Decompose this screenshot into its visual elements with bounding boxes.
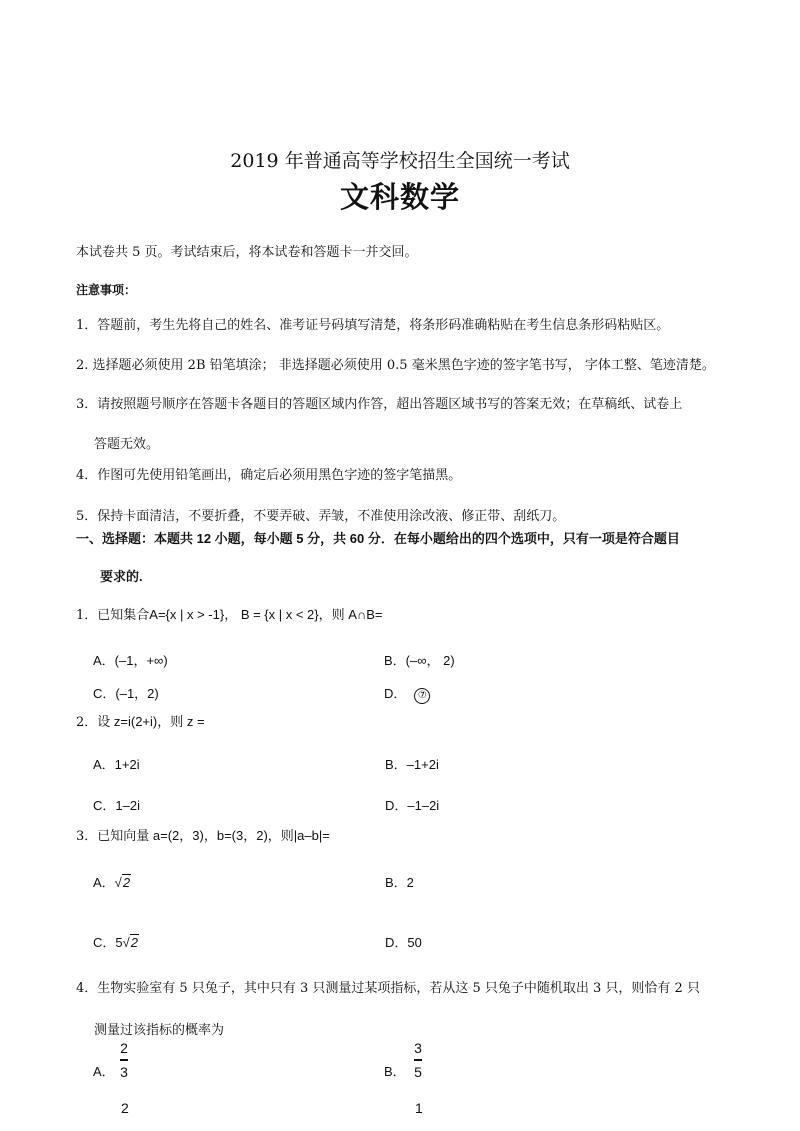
fraction-bar — [120, 1059, 128, 1061]
q1-option-d — [384, 683, 430, 704]
question-2 — [76, 711, 205, 730]
q1-option-d-label: D． — [384, 686, 407, 701]
subject-title: 文科数学 — [339, 180, 460, 214]
question-4 — [76, 977, 700, 996]
question-4-text-cont: 测量过该指标的概率为 — [94, 1023, 225, 1038]
q4-option-b-numerator: 3 — [414, 1040, 422, 1056]
q4-option-a-denominator: 3 — [120, 1064, 128, 1080]
q1-option-d-symbol: ⑦ — [414, 688, 430, 704]
q2-option-b: B．–1+2i — [385, 757, 439, 772]
notice-item-2: 2. 选择题必须使用 2B 铅笔填涂； 非选择题必须使用 0.5 毫米黑色字迹的签字笔书写， 字体工整、笔迹清楚。 — [76, 358, 715, 373]
q1-option-b: B．(–∞， 2) — [384, 653, 455, 668]
q3-option-c-label: C．5 — [93, 935, 123, 950]
q4-option-a-numerator: 2 — [120, 1040, 128, 1056]
q3-option-b: B．2 — [385, 875, 414, 890]
notice-item-3: 3．请按照题号顺序在答题卡各题目的答题区域内作答，超出答题区域书写的答案无效；在草稿纸、试卷上 — [76, 397, 683, 412]
exam-title: 2019 年普通高等学校招生全国统一考试 — [230, 150, 570, 172]
q4-option-c-numerator: 2 — [121, 1100, 129, 1116]
q3-option-a-radicand: 2 — [122, 875, 131, 890]
notice-item-4: 4．作图可先使用铅笔画出，确定后必须用黑色字迹的签字笔描黑。 — [76, 468, 462, 483]
question-3-number: 3． — [76, 829, 98, 844]
q2-option-c: C．1–2i — [93, 798, 140, 813]
question-3 — [76, 825, 330, 844]
intro-text: 本试卷共 5 页。考试结束后，将本试卷和答题卡一并交回。 — [76, 245, 418, 260]
sqrt-symbol: √2 — [114, 875, 131, 890]
section-heading-cont: 要求的. — [100, 569, 143, 584]
notice-item-3-cont: 答题无效。 — [94, 437, 160, 452]
sqrt-symbol: √2 — [122, 935, 138, 950]
q2-option-d: D．–1–2i — [385, 798, 440, 813]
q2-option-a: A．1+2i — [93, 757, 140, 772]
question-2-text: 设 z=i(2+i)，则 z = — [97, 714, 205, 729]
q4-option-b-denominator: 5 — [414, 1064, 422, 1080]
q3-option-d: D．50 — [385, 935, 422, 950]
question-4-text: 生物实验室有 5 只兔子，其中只有 3 只测量过某项指标，若从这 5 只兔子中随机取出 3 只，则恰有 2 只 — [97, 981, 700, 996]
q3-option-a — [93, 872, 131, 891]
fraction-bar — [414, 1059, 422, 1061]
q3-option-c — [93, 932, 139, 951]
q1-option-a: A．(–1，+∞) — [93, 653, 168, 668]
question-1-number: 1． — [76, 608, 98, 623]
q1-option-c: C．(–1，2) — [93, 686, 159, 701]
q3-option-a-label: A． — [93, 875, 115, 890]
question-2-number: 2． — [76, 715, 98, 730]
q4-option-d-numerator: 1 — [415, 1100, 423, 1116]
q4-option-b-label: B． — [384, 1064, 406, 1079]
q4-option-a-label: A． — [93, 1064, 115, 1079]
question-4-number: 4． — [76, 981, 98, 996]
q4-option-b-fraction — [414, 1040, 422, 1080]
q4-option-a-fraction — [120, 1040, 128, 1080]
notice-heading: 注意事项： — [76, 283, 137, 297]
question-1 — [76, 604, 383, 623]
section-heading: 一、选择题：本题共 12 小题，每小题 5 分，共 60 分．在每小题给出的四个选项中，只有一项是符合题目 — [76, 531, 680, 546]
notice-item-5: 5．保持卡面清洁，不要折叠，不要弄破、弄皱，不准使用涂改液、修正带、刮纸刀。 — [76, 509, 566, 524]
question-1-text: 已知集合A={x | x > -1}， B = {x | x < 2}，则 A∩B= — [97, 607, 383, 622]
q3-option-c-radicand: 2 — [130, 935, 138, 950]
notice-item-1: 1．答题前，考生先将自己的姓名、准考证号码填写清楚，将条形码准确粘贴在考生信息条形码粘贴区。 — [76, 318, 670, 333]
question-3-text: 已知向量 a=(2，3)，b=(3，2)，则|a–b|= — [97, 828, 330, 843]
